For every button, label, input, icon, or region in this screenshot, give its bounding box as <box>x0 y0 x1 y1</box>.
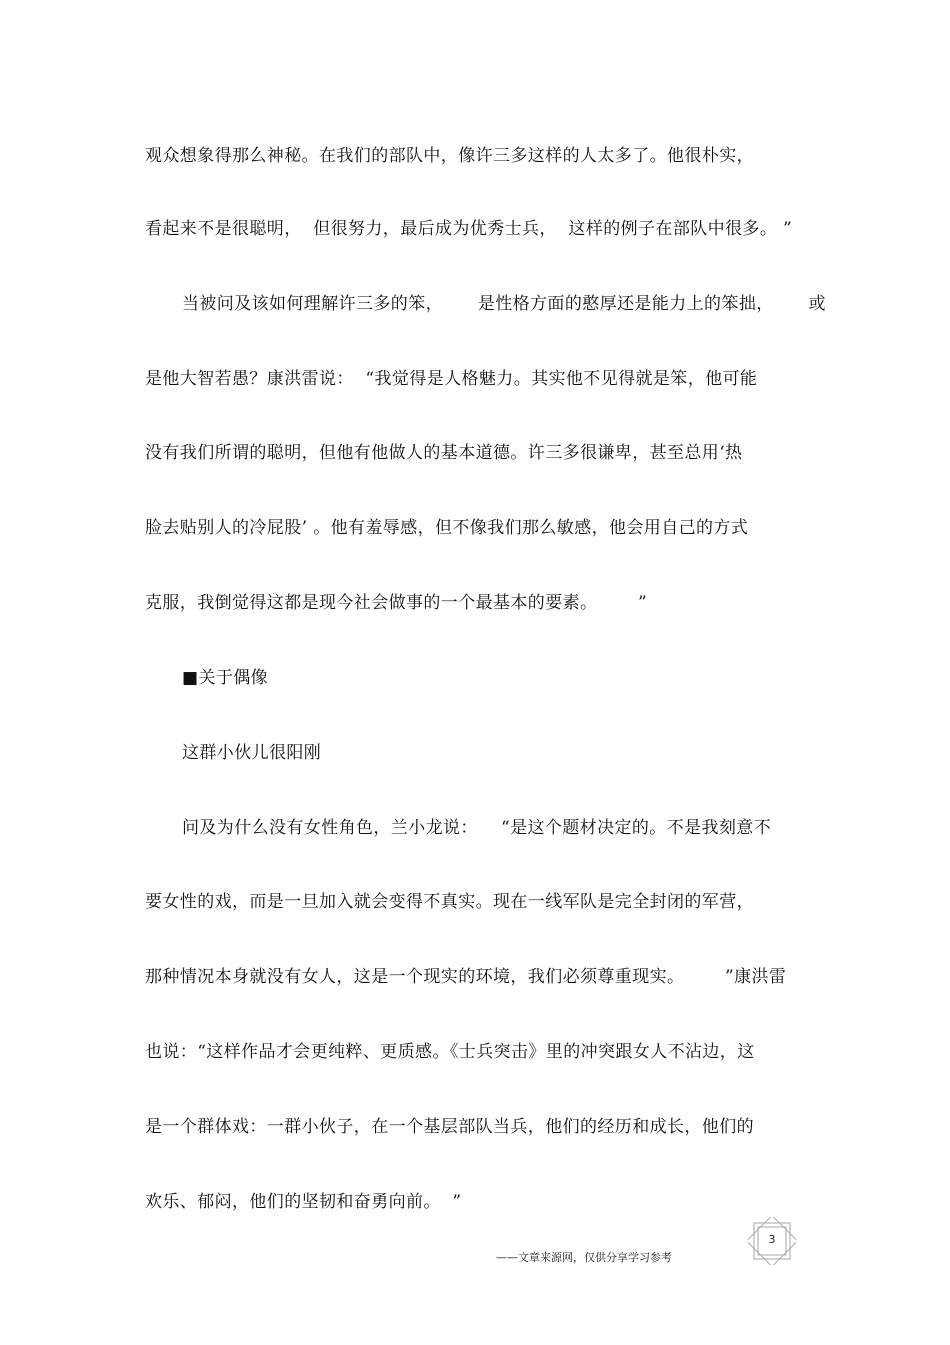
text-line: 要女性的戏，而是一旦加入就会变得不真实。现在一线军队是完全封闭的军营， <box>145 892 754 912</box>
section-heading: ■关于偶像 <box>182 668 269 688</box>
page-number-badge <box>748 1217 796 1265</box>
text-line: 当被问及该如何理解许三多的笨， 是性格方面的憨厚还是能力上的笨拙， 或 <box>182 294 826 314</box>
text-line: 是一个群体戏：一群小伙子，在一个基层部队当兵，他们的经历和成长，他们的 <box>145 1117 754 1137</box>
text-line: 克服，我倒觉得这都是现今社会做事的一个最基本的要素。 ” <box>145 593 648 613</box>
source-note: ——文章来源网，仅供分享学习参考 <box>496 1251 672 1264</box>
text-line: 没有我们所谓的聪明，但他有他做人的基本道德。许三多很谦卑，甚至总用‘热 <box>145 443 743 463</box>
text-line: 脸去贴别人的冷屁股’ 。他有羞辱感，但不像我们那么敏感，他会用自己的方式 <box>145 518 749 538</box>
text-line: 那种情况本身就没有女人，这是一个现实的环境，我们必须尊重现实。 ”康洪雷 <box>145 967 787 987</box>
text-line: 欢乐、郁闷，他们的坚韧和奋勇向前。 ” <box>145 1192 462 1212</box>
text-line: 是他大智若愚？康洪雷说： “我觉得是人格魅力。其实他不见得就是笨，他可能 <box>145 369 758 389</box>
text-line: 也说：“这样作品才会更纯粹、更质感。《士兵突击》里的冲突跟女人不沾边，这 <box>145 1042 755 1062</box>
text-line: 看起来不是很聪明， 但很努力，最后成为优秀士兵， 这样的例子在部队中很多。 ” <box>145 219 793 239</box>
text-line: 观众想象得那么神秘。在我们的部队中，像许三多这样的人太多了。他很朴实， <box>145 146 754 166</box>
text-line: 问及为什么没有女性角色，兰小龙说： “是这个题材决定的。不是我刻意不 <box>182 818 772 838</box>
page-number: 3 <box>768 1233 776 1246</box>
subheading: 这群小伙儿很阳刚 <box>182 743 322 763</box>
